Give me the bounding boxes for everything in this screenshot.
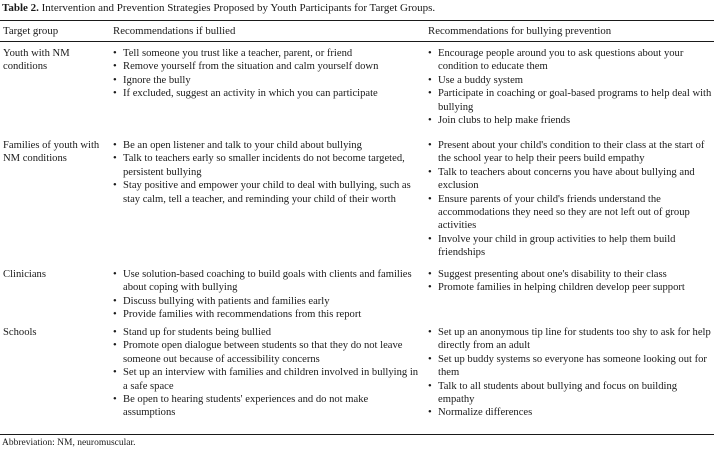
- table-label: Table 2.: [2, 2, 39, 14]
- bullied-list: [113, 326, 420, 420]
- table-caption: [2, 1, 435, 15]
- list-item: • Set up an interview with families and children involved in bullying in a safe space: [113, 367, 419, 392]
- top-rule: [0, 20, 714, 21]
- list-item: • If excluded, suggest an activity in which you can participate: [113, 88, 378, 100]
- list-item: • Set up an anonymous tip line for students too shy to ask for help directly from an adult: [428, 327, 711, 352]
- prevention-list: [428, 326, 714, 420]
- footnote: Abbreviation: NM, neuromuscular.: [2, 438, 136, 448]
- prevention-list: [428, 47, 714, 127]
- list-item: • Be open to hearing students' experiences and do not make assumptions: [113, 394, 369, 419]
- list-item: • Set up buddy systems so everyone has someone looking out for them: [428, 353, 707, 379]
- target-group-cell: Schools: [3, 327, 37, 338]
- target-group-cell: Youth with NM conditions: [3, 48, 70, 73]
- header-prevention: Recommendations for bullying prevention: [428, 25, 612, 37]
- prevention-list: [428, 139, 714, 260]
- list-item: • Talk to all students about bullying and focus on building empathy: [428, 380, 678, 406]
- list-item: • Stay positive and empower your child to deal with bullying, such as stay calm, tell a teacher, and reminding your child of their worth: [113, 180, 411, 205]
- table-title: Intervention and Prevention Strategies Proposed by Youth Participants for Target Groups.: [41, 2, 436, 14]
- list-item: • Use a buddy system: [428, 74, 524, 86]
- list-item: • Talk to teachers early so smaller incidents do not become targeted, persistent bullying: [113, 153, 405, 178]
- list-item: • Ignore the bully: [113, 74, 191, 86]
- list-item: • Ensure parents of your child's friends understand the accommodations they need so they are not left out of group activities: [428, 193, 690, 232]
- target-group-cell: Clinicians: [3, 269, 46, 280]
- list-item: • Use solution-based coaching to build goals with clients and families about coping with bullying: [113, 269, 412, 294]
- list-item: • Promote open dialogue between students so that they do not leave someone out because of accessibility concerns: [113, 340, 403, 365]
- bullied-list: [113, 47, 420, 101]
- list-item: • Involve your child in group activities to help them build friendships: [428, 233, 676, 259]
- header-if-bullied: Recommendations if bullied: [113, 25, 236, 37]
- list-item: • Stand up for students being bullied: [113, 327, 272, 338]
- list-item: • Present about your child's condition to their class at the start of the school year to help their peers build empathy: [428, 140, 705, 165]
- list-item: • Tell someone you trust like a teacher, parent, or friend: [113, 48, 353, 59]
- header-rule: [0, 41, 714, 42]
- target-group-cell: Families of youth with NM conditions: [3, 140, 100, 165]
- list-item: • Provide families with recommendations from this report: [113, 309, 362, 321]
- list-item: • Remove yourself from the situation and calm yourself down: [113, 61, 379, 73]
- list-item: • Promote families in helping children develop peer support: [428, 282, 685, 294]
- list-item: • Encourage people around you to ask questions about your condition to educate them: [428, 48, 684, 73]
- prevention-list: [428, 268, 714, 295]
- list-item: • Suggest presenting about one's disability to their class: [428, 269, 667, 280]
- list-item: • Be an open listener and talk to your child about bullying: [113, 140, 362, 151]
- list-item: • Join clubs to help make friends: [428, 115, 571, 127]
- bullied-list: [113, 139, 420, 206]
- list-item: • Normalize differences: [428, 407, 533, 419]
- list-item: • Participate in coaching or goal-based programs to help deal with bullying: [428, 88, 712, 113]
- list-item: • Talk to teachers about concerns you have about bullying and exclusion: [428, 166, 695, 192]
- header-target-group: Target group: [3, 25, 59, 37]
- bullied-list: [113, 268, 420, 322]
- bottom-rule: [0, 434, 714, 435]
- list-item: • Discuss bullying with patients and families early: [113, 295, 330, 307]
